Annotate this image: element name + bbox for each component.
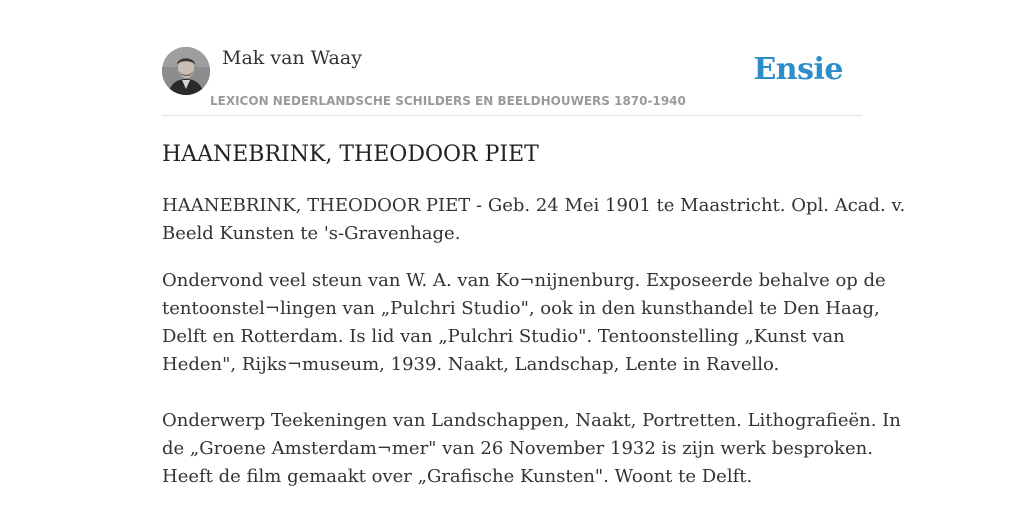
- paragraph-line: Delft en Rotterdam. Is lid van „Pulchri Studio". Tentoonstelling „Kunst van: [162, 326, 845, 347]
- lexicon-source[interactable]: LEXICON NEDERLANDSCHE SCHILDERS EN BEELDHOUWERS 1870-1940: [210, 94, 686, 108]
- paragraph-line: tentoonstel¬lingen van „Pulchri Studio", ook in den kunsthandel te Den Haag,: [162, 298, 880, 319]
- article-paragraph: [162, 267, 886, 379]
- paragraph-line: Ondervond veel steun van W. A. van Ko¬nijnenburg. Exposeerde behalve op de: [162, 270, 886, 291]
- article-title: HAANEBRINK, THEODOOR PIET: [162, 142, 539, 167]
- paragraph-line: Heeft de film gemaakt over „Grafische Kunsten". Woont te Delft.: [162, 466, 753, 487]
- portrait-icon: [162, 47, 210, 95]
- paragraph-line: HAANEBRINK, THEODOOR PIET - Geb. 24 Mei 1901 te Maastricht. Opl. Acad. v.: [162, 195, 906, 216]
- paragraph-line: de „Groene Amsterdam¬mer" van 26 November 1932 is zijn werk besproken.: [162, 438, 873, 459]
- paragraph-line: Onderwerp Teekeningen van Landschappen, Naakt, Portretten. Lithografieën. In: [162, 410, 901, 431]
- header-divider: [162, 115, 862, 116]
- article-paragraph: [162, 407, 901, 491]
- paragraph-line: Heden", Rijks¬museum, 1939. Naakt, Landschap, Lente in Ravello.: [162, 354, 780, 375]
- ensie-logo[interactable]: Ensie: [753, 52, 843, 87]
- author-name[interactable]: Mak van Waay: [222, 47, 362, 69]
- author-avatar[interactable]: [162, 47, 210, 95]
- article-paragraph: [162, 192, 906, 248]
- paragraph-line: Beeld Kunsten te 's-Gravenhage.: [162, 223, 461, 244]
